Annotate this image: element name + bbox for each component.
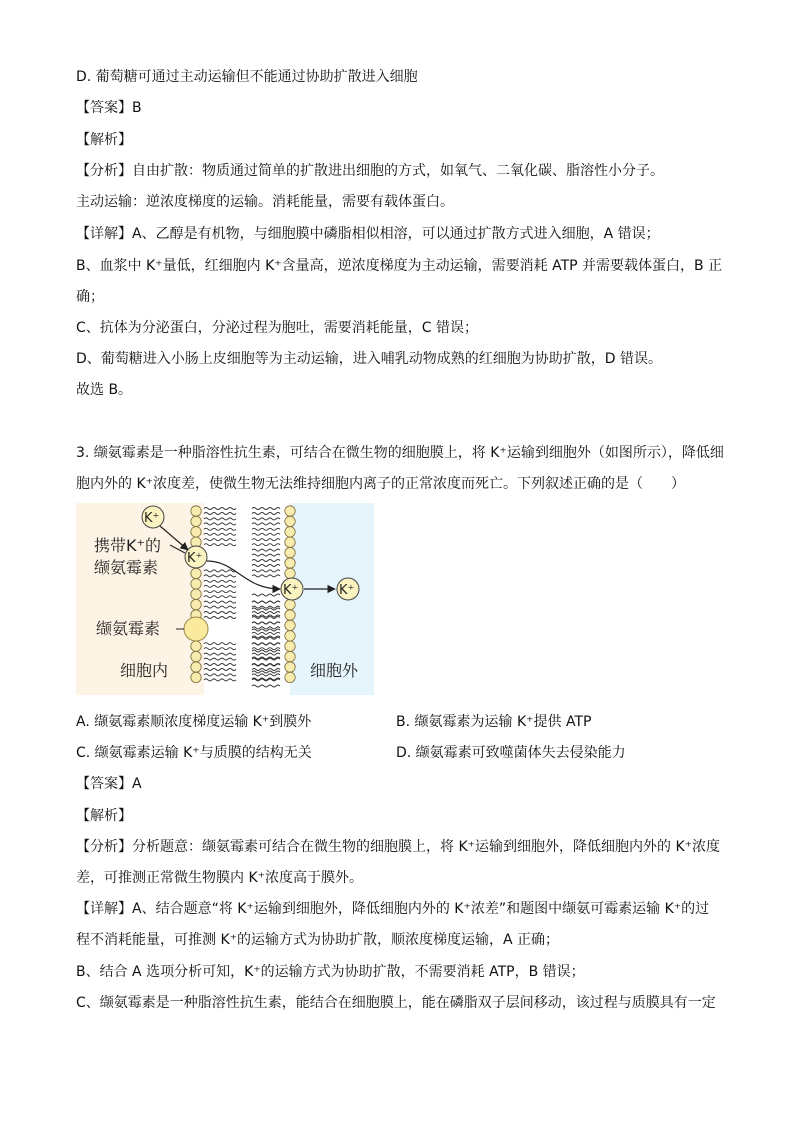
phospholipid-head: [191, 516, 201, 526]
phospholipid-tail: [252, 533, 280, 535]
q3-option-a: A. 缬氨霉素顺浓度梯度运输 K⁺到膜外: [76, 714, 312, 730]
q3-fenxi-line2: 差，可推测正常微生物膜内 K⁺浓度高于膜外。: [76, 870, 364, 886]
phospholipid-head: [285, 662, 295, 672]
phospholipid-tail: [252, 544, 280, 546]
q3-detail-c: C、缬氨霉素是一种脂溶性抗生素，能结合在细胞膜上，能在磷脂双子层间移动，该过程与质膜具有一定: [76, 995, 716, 1011]
outside-label: 细胞外: [310, 661, 359, 680]
prev-detail-c: C、抗体为分泌蛋白，分泌过程为胞吐，需要消耗能量，C 错误；: [76, 320, 478, 336]
phospholipid-tail: [204, 585, 236, 587]
prev-fenxi: [76, 161, 664, 181]
phospholipid-tail: [252, 685, 280, 687]
phospholipid-tail: [252, 508, 280, 510]
membrane-figure: [76, 503, 374, 695]
q3-detail-a1: [76, 899, 709, 919]
phospholipid-tail: [252, 674, 280, 676]
phospholipid-tail: [204, 643, 236, 645]
valinomycin-label: 缬氨霉素: [96, 619, 161, 638]
ion-k-outside-label: K⁺: [339, 583, 355, 598]
phospholipid-tail: [204, 591, 236, 593]
phospholipid-head: [285, 672, 295, 682]
phospholipid-tail: [204, 674, 236, 676]
prev-detail-b1: B、血浆中 K⁺量低，红细胞内 K⁺含量高，逆浓度梯度为主动运输，需要消耗 ATP 并需要载体蛋白，B 正: [76, 258, 723, 274]
phospholipid-tail: [204, 528, 236, 530]
phospholipid-tail: [252, 539, 280, 541]
answer-tag: 【答案】: [76, 776, 132, 792]
phospholipid-tail: [252, 615, 280, 617]
phospholipid-head: [191, 662, 201, 672]
phospholipid-tail: [204, 601, 236, 603]
phospholipid-tail: [204, 617, 236, 619]
phospholipid-tail: [252, 636, 280, 638]
detail-tag: 【详解】: [76, 226, 132, 242]
phospholipid-tail: [252, 523, 280, 525]
phospholipid-tail: [204, 580, 236, 582]
phospholipid-tail: [252, 554, 280, 556]
q3-detail-a2: 程不消耗能量，可推测 K⁺的运输方式为协助扩散，顺浓度梯度运输，A 正确；: [76, 932, 560, 948]
phospholipid-head: [285, 620, 295, 630]
carrier-label-line2: 缬氨霉素: [94, 558, 159, 577]
prev-detail-a: [76, 224, 660, 244]
fenxi-tag: 【分析】: [76, 839, 132, 855]
phospholipid-tail: [252, 650, 280, 652]
phospholipid-tail: [252, 627, 280, 629]
phospholipid-head: [191, 641, 201, 651]
phospholipid-head: [191, 579, 201, 589]
ion-k-start-label: K⁺: [144, 511, 160, 526]
phospholipid-tail: [204, 679, 236, 681]
phospholipid-head: [285, 506, 295, 516]
phospholipid-head: [285, 516, 295, 526]
phospholipid-tail: [252, 653, 280, 655]
phospholipid-tail: [252, 601, 280, 603]
fenxi-text: 自由扩散：物质通过简单的扩散进出细胞的方式，如氧气、二氧化碳、脂溶性小分子。: [132, 163, 664, 179]
phospholipid-tail: [252, 570, 280, 572]
phospholipid-tail: [252, 606, 280, 608]
phospholipid-tail: [204, 533, 236, 535]
answer-tag: 【答案】: [76, 100, 132, 116]
phospholipid-tail: [204, 518, 236, 520]
phospholipid-tail: [252, 575, 280, 577]
phospholipid-head: [191, 527, 201, 537]
phospholipid-head: [285, 537, 295, 547]
phospholipid-tail: [204, 658, 236, 660]
q3-option-b: B. 缬氨霉素为运输 K⁺提供 ATP: [396, 714, 592, 730]
phospholipid-head: [285, 599, 295, 609]
phospholipid-head: [285, 641, 295, 651]
detail-a-text: A、结合题意“将 K⁺运输到细胞外，降低细胞内外的 K⁺浓差”和题图中缬氨可霉素运输 K⁺的过: [132, 901, 710, 917]
phospholipid-head: [191, 506, 201, 516]
q3-fenxi-line1: [76, 837, 720, 857]
detail-a-text: A、乙醇是有机物，与细胞膜中磷脂相似相溶，可以通过扩散方式进入细胞，A 错误；: [132, 226, 660, 242]
ion-k-carried-label: K⁺: [187, 551, 203, 566]
phospholipid-head: [285, 651, 295, 661]
phospholipid-tail: [204, 612, 236, 614]
q3-answer: [76, 774, 142, 794]
phospholipid-tail: [204, 596, 236, 598]
phospholipid-tail: [252, 549, 280, 551]
prev-analysis-tag: 【解析】: [76, 132, 132, 148]
phospholipid-head: [191, 651, 201, 661]
phospholipid-tail: [252, 513, 280, 515]
inside-label: 细胞内: [120, 661, 169, 680]
phospholipid-tail: [252, 560, 280, 562]
q3-detail-b: B、结合 A 选项分析可知，K⁺的运输方式为协助扩散，不需要消耗 ATP，B 错误；: [76, 964, 585, 980]
q3-stem-line2: 胞内外的 K⁺浓度差，使微生物无法维持细胞内离子的正常浓度而死亡。下列叙述正确的是（ ）: [76, 476, 686, 492]
fenxi-tag: 【分析】: [76, 163, 132, 179]
prev-answer: [76, 98, 142, 118]
answer-value: B: [132, 100, 142, 116]
fenxi-text: 分析题意：缬氨霉素可结合在微生物的细胞膜上，将 K⁺运输到细胞外，降低细胞内外的 K⁺浓度: [132, 839, 721, 855]
phospholipid-tail: [204, 544, 236, 546]
phospholipid-tail: [204, 653, 236, 655]
phospholipid-head: [285, 547, 295, 557]
prev-detail-d: D、葡萄糖进入小肠上皮细胞等为主动运输，进入哺乳动物成熟的红细胞为协助扩散，D 错误。: [76, 351, 663, 367]
phospholipid-head: [191, 568, 201, 578]
phospholipid-tail: [204, 513, 236, 515]
phospholipid-head: [285, 610, 295, 620]
phospholipid-tail: [252, 657, 280, 659]
phospholipid-head: [285, 527, 295, 537]
prev-conclusion: 故选 B。: [76, 382, 133, 398]
phospholipid-tail: [252, 518, 280, 520]
detail-tag: 【详解】: [76, 901, 132, 917]
phospholipid-tail: [204, 575, 236, 577]
phospholipid-head: [191, 672, 201, 682]
answer-value: A: [132, 776, 142, 792]
q3-analysis-tag: 【解析】: [76, 808, 132, 824]
phospholipid-tail: [252, 565, 280, 567]
prev-detail-b2: 确；: [76, 289, 104, 305]
phospholipid-head: [191, 589, 201, 599]
phospholipid-tail: [252, 669, 280, 671]
phospholipid-tail: [204, 539, 236, 541]
phospholipid-tail: [204, 606, 236, 608]
phospholipid-tail: [252, 594, 280, 596]
phospholipid-tail: [204, 523, 236, 525]
q3-stem-line1: 3. 缬氨霉素是一种脂溶性抗生素，可结合在微生物的细胞膜上，将 K⁺运输到细胞外（如图所示），降低细: [76, 445, 724, 461]
phospholipid-tail: [204, 669, 236, 671]
phospholipid-head: [285, 631, 295, 641]
phospholipid-tail: [204, 508, 236, 510]
phospholipid-head: [285, 568, 295, 578]
prev-option-d: D. 葡萄糖可通过主动运输但不能通过协助扩散进入细胞: [76, 69, 418, 85]
phospholipid-tail: [252, 678, 280, 680]
phospholipid-tail: [204, 570, 236, 572]
phospholipid-tail: [204, 664, 236, 666]
phospholipid-tail: [252, 648, 280, 650]
phospholipid-tail: [252, 622, 280, 624]
phospholipid-tail: [252, 632, 280, 634]
ion-k-membrane-label: K⁺: [283, 583, 299, 598]
phospholipid-tails: [204, 508, 280, 688]
q3-option-d: D. 缬氨霉素可致噬菌体失去侵染能力: [396, 745, 626, 761]
phospholipid-head: [191, 599, 201, 609]
phospholipid-tail: [252, 612, 280, 614]
phospholipid-tail: [204, 648, 236, 650]
q3-option-c: C. 缬氨霉素运输 K⁺与质膜的结构无关: [76, 745, 312, 761]
phospholipid-tail: [252, 671, 280, 673]
prev-active-transport: 主动运输：逆浓度梯度的运输。消耗能量，需要有载体蛋白。: [76, 194, 454, 210]
valinomycin-molecule: [184, 617, 208, 641]
phospholipid-tail: [252, 528, 280, 530]
carrier-label-line1: 携带K⁺的: [94, 536, 161, 555]
phospholipid-head: [285, 558, 295, 568]
